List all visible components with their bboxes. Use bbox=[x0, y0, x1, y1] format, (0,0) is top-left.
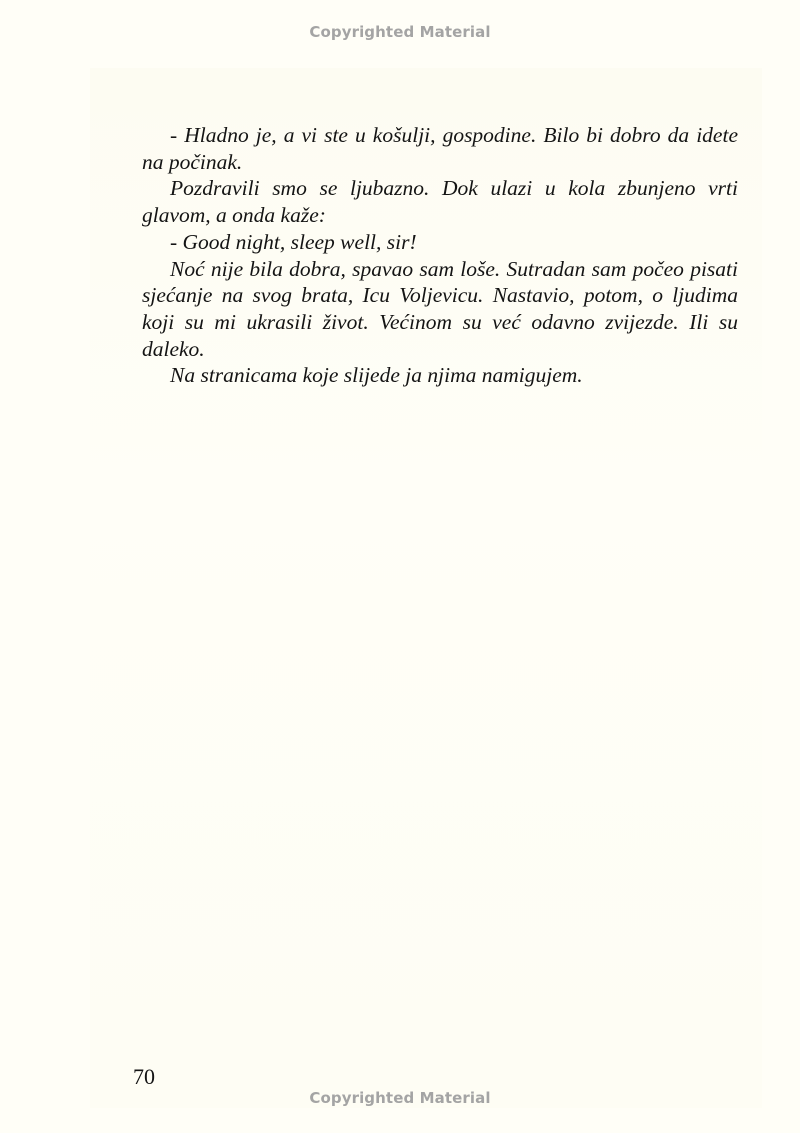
paragraph-4: Noć nije bila dobra, spavao sam loše. Sutradan sam počeo pisati sjećanje na svog brata, Icu Voljevicu. Nastavio, potom, o ljudima koji su mi ukrasili život. Većinom su već odavno zvijezde. Ili su daleko. bbox=[142, 256, 738, 361]
copyright-watermark-top: Copyrighted Material bbox=[309, 23, 491, 41]
paragraph-5: Na stranicama koje slijede ja njima namigujem. bbox=[170, 363, 583, 388]
paragraph-1: - Hladno je, a vi ste u košulji, gospodine. Bilo bi dobro da idete na počinak. bbox=[142, 123, 738, 174]
paragraph-2: Pozdravili smo se ljubazno. Dok ulazi u kola zbunjeno vrti glavom, a onda kaže: bbox=[142, 176, 738, 228]
body-text bbox=[142, 122, 738, 389]
page-number: 70 bbox=[133, 1064, 155, 1089]
paragraph-3: - Good night, sleep well, sir! bbox=[170, 229, 417, 254]
copyright-watermark-bottom: Copyrighted Material bbox=[309, 1089, 491, 1107]
